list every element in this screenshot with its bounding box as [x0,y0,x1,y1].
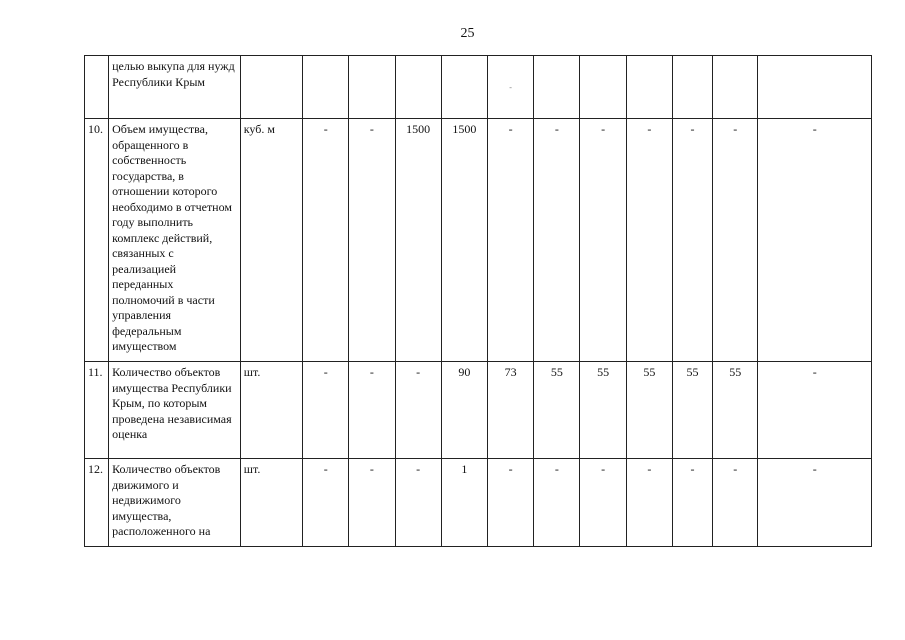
value-cell: - [303,362,349,459]
value-cell: 73 [488,362,534,459]
unit-cell [240,56,302,119]
value-cell: 55 [626,362,672,459]
table-row [85,56,872,119]
value-cell: - [626,459,672,547]
value-cell: 1500 [441,119,487,362]
value-cell: 55 [534,362,580,459]
value-cell [580,56,626,119]
value-cell: - [349,362,395,459]
value-cell: - [672,119,712,362]
value-cell [303,56,349,119]
value-cell: - [488,56,534,119]
value-cell: - [395,362,441,459]
indicator-name-cell: Объем имущества, обращенного в собственность государства, в отношении которого необходимо в отчетном году выполнить комплекс действий, связанных с реализацией переданных полномочий в части управления федеральным имуществом [109,119,241,362]
value-cell: - [713,459,758,547]
indicator-name-cell: целью выкупа для нужд Республики Крым [109,56,241,119]
table-row [85,119,872,362]
value-cell [626,56,672,119]
value-cell [441,56,487,119]
value-cell: - [349,119,395,362]
value-cell: - [303,119,349,362]
value-cell: - [488,459,534,547]
value-cell: 1500 [395,119,441,362]
value-cell: - [672,459,712,547]
unit-cell: шт. [240,459,302,547]
value-cell: - [534,459,580,547]
table-row [85,362,872,459]
value-cell: - [488,119,534,362]
indicator-name-cell: Количество объектов движимого и недвижимого имущества, расположенного на [109,459,241,547]
value-cell: - [303,459,349,547]
value-cell: 90 [441,362,487,459]
value-cell: 55 [672,362,712,459]
row-number-cell [85,56,109,119]
value-cell [349,56,395,119]
value-cell: - [534,119,580,362]
row-number-cell: 12. [85,459,109,547]
value-cell: - [580,459,626,547]
value-cell: - [626,119,672,362]
value-cell: - [758,362,872,459]
page-number: 25 [460,26,475,41]
row-number-cell: 11. [85,362,109,459]
indicators-table [84,55,872,547]
unit-cell: шт. [240,362,302,459]
value-cell: - [758,119,872,362]
unit-cell: куб. м [240,119,302,362]
value-cell: 1 [441,459,487,547]
value-cell: - [395,459,441,547]
value-cell [534,56,580,119]
value-cell [672,56,712,119]
value-cell [758,56,872,119]
value-cell: - [349,459,395,547]
indicator-name-cell: Количество объектов имущества Республики Крым, по которым проведена независимая оценка [109,362,241,459]
value-cell: - [580,119,626,362]
value-cell: 55 [580,362,626,459]
value-cell: - [713,119,758,362]
value-cell [713,56,758,119]
row-number-cell: 10. [85,119,109,362]
table-row [85,459,872,547]
value-cell: - [758,459,872,547]
value-cell: 55 [713,362,758,459]
value-cell [395,56,441,119]
